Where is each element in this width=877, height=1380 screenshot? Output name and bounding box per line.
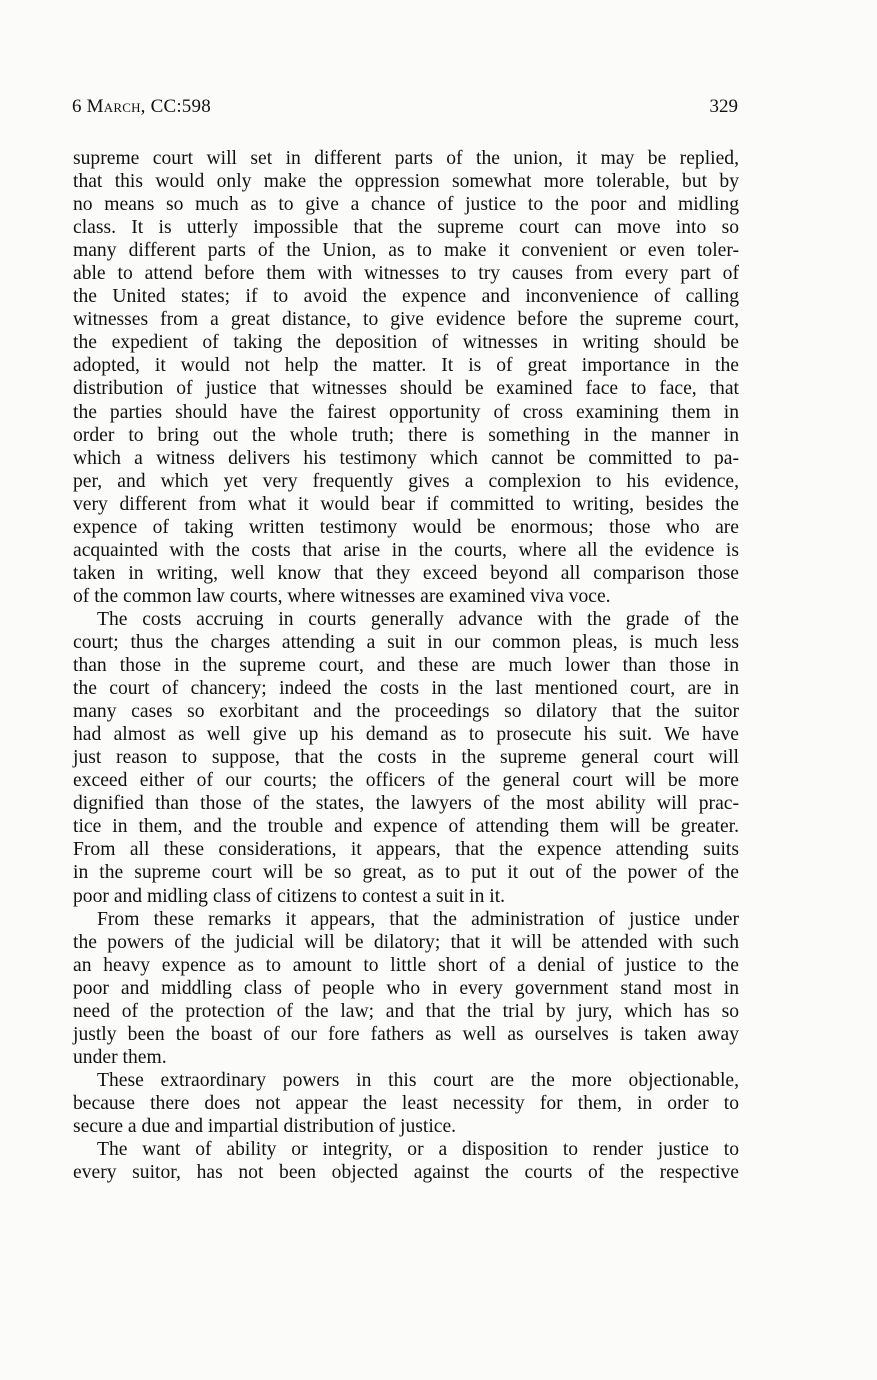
text-line: which a witness delivers his testimony which cannot be committed to pa- [73,447,739,469]
text-line: the United states; if to avoid the expence and inconvenience of calling [73,286,739,308]
text-line: witnesses from a great distance, to give evidence before the supreme court, [73,309,739,331]
text-line: because there does not appear the least necessity for them, in order to [73,1092,739,1114]
text-line: poor and middling class of people who in every government stand most in [73,977,739,999]
text-line: From all these considerations, it appears, that the expence attending suits [73,839,739,861]
text-line: tice in them, and the trouble and expence of attending them will be greater. [73,816,739,838]
text-line: very different from what it would bear if committed to writing, besides the [73,493,739,515]
header-month: March [86,96,141,117]
text-line: taken in writing, well know that they exceed beyond all comparison those [73,562,739,584]
text-line: many different parts of the Union, as to make it convenient or even toler- [73,240,739,262]
text-line: many cases so exorbitant and the proceedings so dilatory that the suitor [73,701,739,723]
text-line: adopted, it would not help the matter. It is of great importance in the [73,355,739,377]
text-line: able to attend before them with witnesses to try causes from every part of [73,263,739,285]
text-line: than those in the supreme court, and these are much lower than those in [73,655,739,677]
text-line: distribution of justice that witnesses should be examined face to face, that [73,378,739,400]
text-line: The want of ability or integrity, or a disposition to render justice to [97,1139,739,1161]
text-line: From these remarks it appears, that the administration of justice under [97,908,739,930]
text-line: of the common law courts, where witnesses are examined viva voce. [73,585,611,607]
paragraph [73,1069,739,1138]
paragraph [73,147,739,608]
text-line: justly been the boast of our fore fathers as well as ourselves is taken away [73,1023,739,1045]
text-line: expence of taking written testimony would be enormous; those who are [73,516,739,538]
text-line: the parties should have the fairest opportunity of cross examining them in [73,401,739,423]
text-line: just reason to suppose, that the costs in the supreme general court will [73,747,739,769]
text-line: order to bring out the whole truth; there is something in the manner in [73,424,739,446]
body-text [73,147,739,1184]
text-line: poor and midling class of citizens to contest a suit in it. [73,885,506,907]
text-line: class. It is utterly impossible that the supreme court can move into so [73,217,739,239]
text-line: court; thus the charges attending a suit in our common pleas, is much less [73,631,739,653]
text-line: an heavy expence as to amount to little short of a denial of justice to the [73,954,739,976]
text-line: supreme court will set in different parts of the union, it may be replied, [73,148,739,169]
text-line: The costs accruing in courts generally advance with the grade of the [97,608,739,630]
text-line: exceed either of our courts; the officers of the general court will be more [73,770,739,792]
text-line: every suitor, has not been objected against the courts of the respective [73,1162,739,1184]
paragraph [73,908,739,1069]
text-line: the court of chancery; indeed the costs in the last mentioned court, are in [73,678,739,700]
text-line: per, and which yet very frequently gives a complexion to his evidence, [73,470,739,492]
running-head-title [72,96,211,118]
text-line: under them. [73,1046,167,1068]
text-line: the expedient of taking the deposition of witnesses in writing should be [73,332,739,354]
text-line: had almost as well give up his demand as to prosecute his suit. We have [73,724,739,746]
text-line: secure a due and impartial distribution of justice. [73,1115,457,1137]
text-line: that this would only make the oppression somewhat more tolerable, but by [73,171,739,193]
text-line: dignified than those of the states, the lawyers of the most ability will prac- [73,793,739,815]
page-number: 329 [709,96,738,117]
text-line: need of the protection of the law; and that the trial by jury, which has so [73,1000,739,1022]
text-line: in the supreme court will be so great, as to put it out of the power of the [73,862,739,884]
header-doc-ref: , CC:598 [140,96,211,117]
running-head [72,96,738,122]
paragraph [73,1138,739,1184]
text-line: These extraordinary powers in this court are the more objectionable, [97,1069,739,1091]
text-line: acquainted with the costs that arise in the courts, where all the evidence is [73,539,739,561]
paragraph [73,608,739,908]
header-date-prefix: 6 [72,96,87,117]
text-line: the powers of the judicial will be dilatory; that it will be attended with such [73,931,739,953]
text-line: no means so much as to give a chance of justice to the poor and midling [73,194,739,216]
